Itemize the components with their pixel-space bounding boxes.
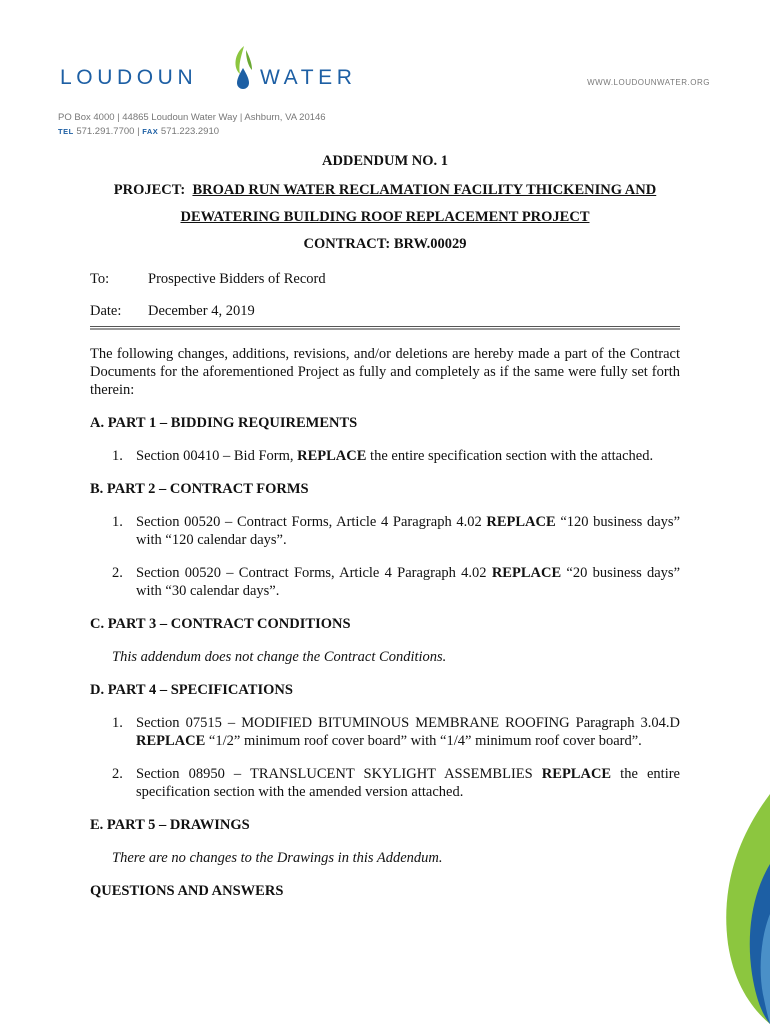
address-block (58, 111, 326, 139)
item-text: Section 00520 – Contract Forms, Article 4 Paragraph 4.02 REPLACE “20 business days” with “30 calendar days”. (136, 565, 680, 599)
list-item (90, 564, 680, 600)
item-number: 1. (112, 448, 123, 464)
to-label: To: (90, 271, 110, 287)
item-text: Section 08950 – TRANSLUCENT SKYLIGHT ASSEMBLIES REPLACE the entire specification section with the amended version attached. (136, 766, 680, 800)
website-url[interactable]: WWW.LOUDOUNWATER.ORG (587, 78, 710, 87)
replace-keyword: REPLACE (136, 733, 206, 749)
section-e-note: There are no changes to the Drawings in this Addendum. (112, 850, 443, 866)
logo-text-water: WATER (260, 66, 357, 89)
document-body (90, 150, 680, 900)
date-label: Date: (90, 303, 122, 319)
item-text: Section 00410 – Bid Form, REPLACE the entire specification section with the attached. (136, 448, 654, 464)
item-number: 1. (112, 514, 123, 530)
section-b-heading: B. PART 2 – CONTRACT FORMS (90, 481, 309, 497)
section-d-heading: D. PART 4 – SPECIFICATIONS (90, 682, 293, 698)
project-title-1: BROAD RUN WATER RECLAMATION FACILITY THICKENING AND (192, 182, 657, 198)
fax-value: 571.223.2910 (160, 126, 220, 137)
contract-number: CONTRACT: BRW.00029 (303, 236, 467, 252)
project-label: PROJECT: (113, 182, 186, 198)
tel-label: TEL (58, 127, 74, 136)
to-row (90, 270, 680, 288)
list-item (90, 714, 680, 750)
fax-label: FAX (142, 127, 159, 136)
item-number: 2. (112, 565, 123, 581)
list-item (90, 765, 680, 801)
intro-paragraph: The following changes, additions, revisions, and/or deletions are hereby made a part of the Contract Documents for the aforementioned Project as fully and completely as if the same were fully set forth therein: (90, 346, 680, 398)
date-value: December 4, 2019 (148, 303, 255, 319)
replace-keyword: REPLACE (491, 565, 562, 581)
postal-address: PO Box 4000 | 44865 Loudoun Water Way | Ashburn, VA 20146 (58, 112, 326, 123)
contact-line (58, 125, 326, 139)
tel-value: 571.291.7700 (76, 126, 135, 137)
letterhead (0, 0, 770, 150)
to-value: Prospective Bidders of Record (148, 271, 326, 287)
item-text: Section 07515 – MODIFIED BITUMINOUS MEMBRANE ROOFING Paragraph 3.04.D REPLACE “1/2” minimum roof cover board” with “1/4” minimum roof cover board”. (136, 715, 680, 749)
replace-keyword: REPLACE (297, 448, 367, 464)
date-row (90, 302, 680, 320)
header-divider (90, 326, 680, 330)
replace-keyword: REPLACE (541, 766, 612, 782)
replace-keyword: REPLACE (486, 514, 556, 530)
section-c-note: This addendum does not change the Contract Conditions. (112, 649, 447, 665)
item-text: Section 00520 – Contract Forms, Article 4 Paragraph 4.02 REPLACE “120 business days” with “120 calendar days”. (136, 514, 680, 548)
water-drop-leaf-icon (228, 44, 258, 94)
addendum-title: ADDENDUM NO. 1 (321, 153, 449, 169)
list-item (90, 447, 680, 465)
section-a-heading: A. PART 1 – BIDDING REQUIREMENTS (90, 415, 358, 431)
section-e-heading: E. PART 5 – DRAWINGS (90, 817, 250, 833)
qa-heading: QUESTIONS AND ANSWERS (90, 883, 284, 899)
item-number: 1. (112, 715, 123, 731)
logo-text-loudoun: LOUDOUN (60, 66, 198, 89)
decorative-swoosh-graphic (690, 794, 770, 1024)
project-title-2: DEWATERING BUILDING ROOF REPLACEMENT PROJECT (180, 209, 590, 225)
project-line-1 (90, 181, 680, 199)
section-c-heading: C. PART 3 – CONTRACT CONDITIONS (90, 616, 351, 632)
contact-separator: | (137, 126, 140, 137)
list-item (90, 513, 680, 549)
item-number: 2. (112, 766, 123, 782)
